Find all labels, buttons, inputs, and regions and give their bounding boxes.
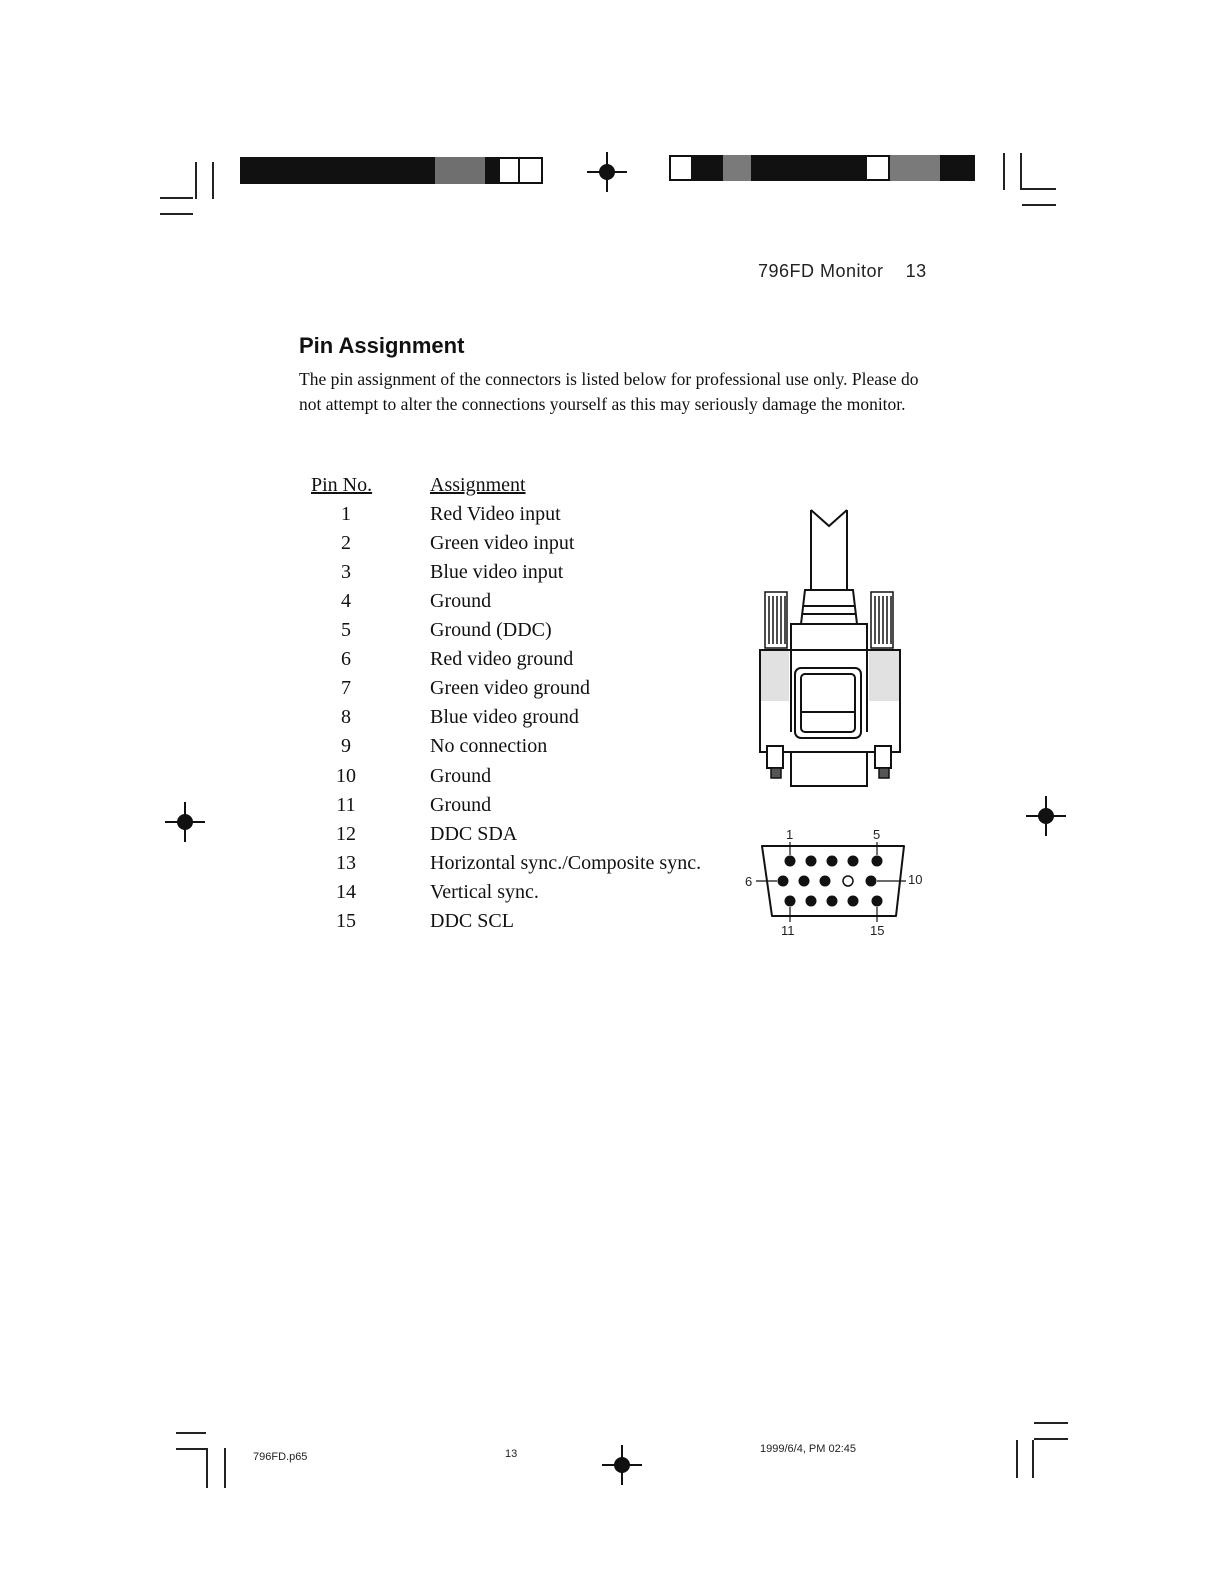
pin-assignment: Ground [430, 590, 492, 612]
pin-assignment: Green video input [430, 532, 575, 554]
pin-number: 15 [336, 910, 356, 932]
pin-number: 3 [341, 561, 351, 583]
pin-number: 8 [341, 706, 351, 728]
column-header-assignment: Assignment [430, 474, 526, 496]
crop-mark [224, 1448, 226, 1488]
pin-number: 7 [341, 677, 351, 699]
pin-number: 2 [341, 532, 351, 554]
running-header-title: 796FD Monitor [758, 261, 884, 281]
crop-mark [212, 162, 214, 199]
intro-paragraph: The pin assignment of the connectors is listed below for professional use only. Please do not attempt to alter the connections yourself as this may seriously damage the monitor. [299, 369, 919, 414]
pin-number: 14 [336, 881, 356, 903]
pin-assignment: Horizontal sync./Composite sync. [430, 852, 702, 874]
crop-mark [1022, 204, 1056, 206]
pin-number: 11 [336, 794, 356, 816]
pin-number: 13 [336, 852, 356, 874]
section-title: Pin Assignment [299, 333, 465, 358]
crop-mark [176, 1432, 206, 1434]
pin-assignment: DDC SCL [430, 910, 514, 932]
footer-page-number: 13 [505, 1448, 518, 1460]
footer-timestamp: 1999/6/4, PM 02:45 [760, 1443, 857, 1455]
running-header-page-number: 13 [905, 261, 927, 281]
pin-number: 1 [341, 503, 351, 525]
pin-number: 6 [341, 648, 351, 670]
pin-assignment: Vertical sync. [430, 881, 539, 903]
pin-label-10: 10 [908, 872, 923, 887]
crop-mark [195, 162, 197, 199]
pin-number: 5 [341, 619, 351, 641]
crop-mark [1022, 188, 1056, 190]
pin-label-1: 1 [786, 827, 794, 842]
pin-assignment: No connection [430, 735, 548, 757]
pin-assignment: Ground [430, 794, 492, 816]
registration-crosshair-icon [163, 800, 207, 844]
crop-mark [1003, 153, 1005, 190]
pin-assignment: DDC SDA [430, 823, 518, 845]
crop-mark [206, 1448, 208, 1488]
pin-assignment: Ground (DDC) [430, 619, 552, 641]
registration-crosshair-icon [600, 1443, 644, 1487]
crop-mark [1034, 1422, 1068, 1424]
pin-label-6: 6 [745, 874, 753, 889]
vga-plug-illustration [745, 500, 915, 795]
pin-label-5: 5 [873, 827, 881, 842]
registration-crosshair-icon [1024, 794, 1068, 838]
pin-number: 12 [336, 823, 356, 845]
pin-assignment: Red video ground [430, 648, 574, 670]
registration-crosshair-icon [585, 150, 629, 194]
crop-mark [1032, 1440, 1034, 1478]
column-header-pin-no: Pin No. [311, 474, 373, 496]
crop-mark [160, 213, 193, 215]
running-header [758, 261, 927, 282]
pin-number: 10 [336, 765, 356, 787]
crop-mark [1016, 1440, 1018, 1478]
pin-label-15: 15 [870, 923, 885, 938]
footer-filename: 796FD.p65 [253, 1451, 308, 1463]
pin-assignment: Ground [430, 765, 492, 787]
pin-number: 4 [341, 590, 351, 612]
pin-label-11: 11 [781, 923, 795, 938]
pin-number: 9 [341, 735, 351, 757]
pin-assignment: Red Video input [430, 503, 561, 525]
pin-assignment: Blue video ground [430, 706, 579, 728]
crop-mark [1020, 153, 1022, 190]
crop-mark [160, 197, 193, 199]
pin-assignment: Blue video input [430, 561, 564, 583]
crop-mark [1034, 1438, 1068, 1440]
crop-mark [176, 1448, 206, 1450]
pin-assignment: Green video ground [430, 677, 590, 699]
